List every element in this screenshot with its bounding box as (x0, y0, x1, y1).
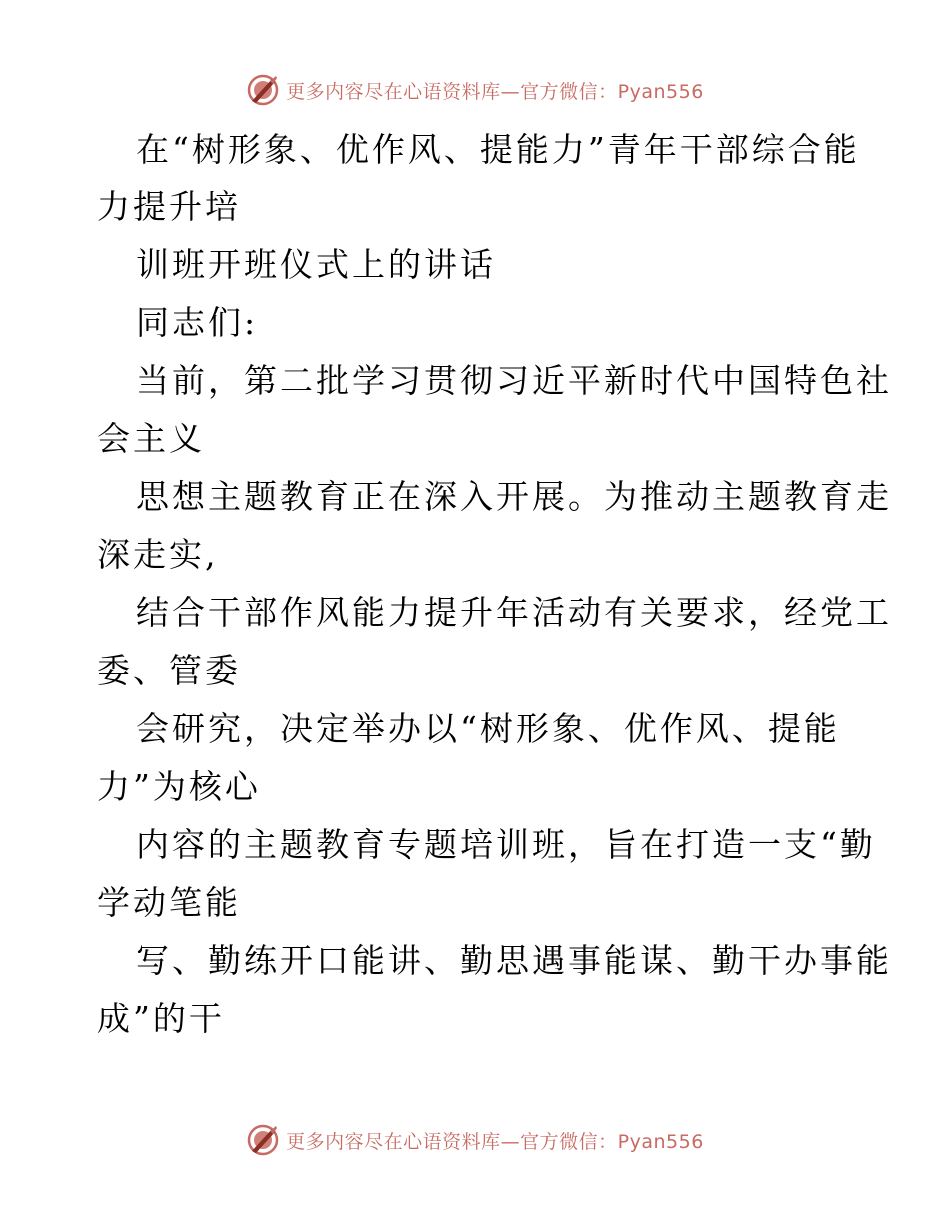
text-line: 会研究，决定举办以“树形象、优作风、提能 (136, 709, 840, 748)
text-line: 力提升培 (97, 187, 241, 226)
watermark-text: 更多内容尽在心语资料库—官方微信：Pyan556 (286, 1130, 704, 1153)
text-line: 成”的干 (97, 999, 225, 1038)
text-line: 在“树形象、优作风、提能力”青年干部综合能 (136, 130, 860, 169)
text-line: 学动笔能 (97, 883, 241, 922)
text-line: 内容的主题教育专题培训班，旨在打造一支“勤 (136, 825, 876, 864)
text-line: 同志们: (136, 303, 259, 342)
quill-seal-logo-icon (246, 1123, 280, 1157)
text-line: 当前，第二批学习贯彻习近平新时代中国特色社 (136, 361, 892, 400)
text-line: 训班开班仪式上的讲话 (136, 245, 496, 284)
text-line: 思想主题教育正在深入开展。为推动主题教育走 (136, 477, 892, 516)
text-line: 结合干部作风能力提升年活动有关要求，经党工 (136, 593, 892, 632)
text-line: 会主义 (97, 419, 205, 458)
header-watermark (0, 70, 950, 110)
text-line: 委、管委 (97, 651, 241, 690)
text-line: 力”为核心 (97, 767, 261, 806)
text-line: 写、勤练开口能讲、勤思遇事能谋、勤干办事能 (136, 941, 892, 980)
watermark-text: 更多内容尽在心语资料库—官方微信：Pyan556 (286, 80, 704, 103)
quill-seal-logo-icon (246, 73, 280, 107)
text-line: 深走实, (97, 535, 219, 574)
footer-watermark (0, 1120, 950, 1160)
